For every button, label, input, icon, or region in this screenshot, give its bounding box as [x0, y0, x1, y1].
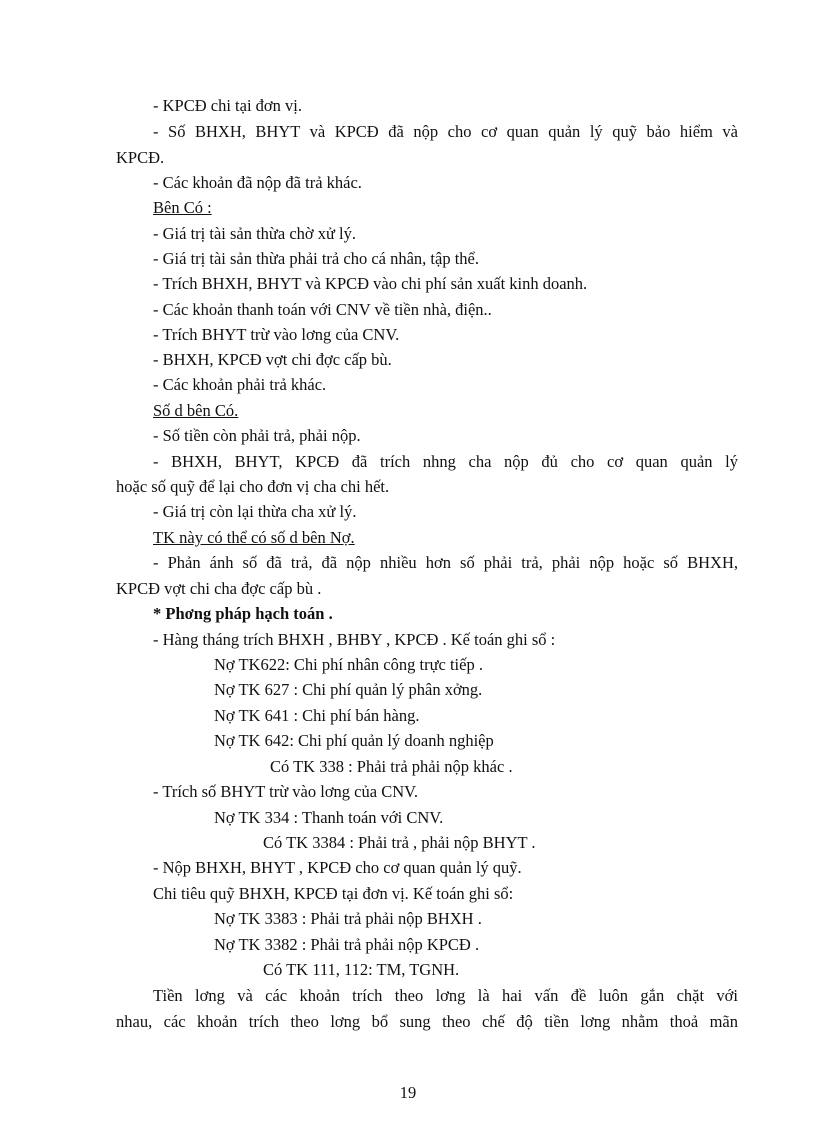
text-line: - Các khoản thanh toán với CNV về tiền nhà, điện..: [153, 300, 492, 319]
page-number: 19: [399, 1083, 417, 1102]
text-line: - Các khoản phải trả khác.: [153, 375, 327, 394]
journal-entry: Nợ TK622: Chi phí nhân công trực tiếp .: [214, 655, 483, 674]
text-line: - Trích BHYT trừ vào lơng của CNV.: [153, 325, 400, 344]
section-heading: * Phơng pháp hạch toán .: [153, 604, 333, 623]
text-line: Chi tiêu quỹ BHXH, KPCĐ tại đơn vị. Kế toán ghi sổ:: [153, 884, 514, 903]
section-heading: TK này có thể có số d bên Nợ.: [153, 528, 355, 547]
text-line: - BHXH, KPCĐ vợt chi đợc cấp bù.: [153, 350, 392, 369]
text-line: - Số tiền còn phải trả, phải nộp.: [153, 426, 361, 445]
text-line: hoặc số quỹ để lại cho đơn vị cha chi hết.: [116, 477, 390, 496]
journal-entry: Có TK 111, 112: TM, TGNH.: [263, 960, 460, 979]
text-line: - Nộp BHXH, BHYT , KPCĐ cho cơ quan quản lý quỹ.: [153, 858, 522, 877]
journal-entry: Nợ TK 3382 : Phải trả phải nộp KPCĐ .: [214, 935, 480, 954]
text-line: nhau, các khoản trích theo lơng bổ sung theo chế độ tiền lơng nhằm thoả mãn: [116, 1012, 738, 1031]
journal-entry: Nợ TK 334 : Thanh toán với CNV.: [214, 808, 444, 827]
section-heading: Số d bên Có.: [153, 401, 239, 420]
journal-entry: Nợ TK 3383 : Phải trả phải nộp BHXH .: [214, 909, 482, 928]
text-line: - Giá trị tài sản thừa phải trả cho cá nhân, tập thể.: [153, 249, 479, 268]
text-line: - BHXH, BHYT, KPCĐ đã trích nhng cha nộp đủ cho cơ quan quản lý: [153, 452, 738, 471]
journal-entry: Có TK 3384 : Phải trả , phải nộp BHYT .: [263, 833, 536, 852]
text-line: Tiền lơng và các khoản trích theo lơng là hai vấn đề luôn gắn chặt với: [153, 986, 738, 1005]
text-line: - Trích BHXH, BHYT và KPCĐ vào chi phí sản xuất kinh doanh.: [153, 274, 588, 293]
text-line: - Hàng tháng trích BHXH , BHBY , KPCĐ . Kế toán ghi sổ :: [153, 630, 556, 649]
text-line: - Số BHXH, BHYT và KPCĐ đã nộp cho cơ quan quản lý quỹ bảo hiểm và: [153, 122, 738, 141]
text-line: - KPCĐ chi tại đơn vị.: [153, 96, 302, 115]
text-line: KPCĐ.: [116, 148, 165, 167]
journal-entry: Nợ TK 627 : Chi phí quản lý phân xởng.: [214, 680, 483, 699]
section-heading: Bên Có :: [153, 198, 212, 217]
journal-entry: Nợ TK 642: Chi phí quản lý doanh nghiệp: [214, 731, 494, 750]
journal-entry: Có TK 338 : Phải trả phải nộp khác .: [270, 757, 513, 776]
text-line: KPCĐ vợt chi cha đợc cấp bù .: [116, 579, 322, 598]
text-line: - Giá trị tài sản thừa chờ xử lý.: [153, 224, 357, 243]
text-line: - Các khoản đã nộp đã trả khác.: [153, 173, 362, 192]
text-line: - Giá trị còn lại thừa cha xử lý.: [153, 502, 357, 521]
text-line: - Trích số BHYT trừ vào lơng của CNV.: [153, 782, 419, 801]
journal-entry: Nợ TK 641 : Chi phí bán hàng.: [214, 706, 420, 725]
text-line: - Phản ánh số đã trả, đã nộp nhiều hơn số phải trả, phải nộp hoặc số BHXH,: [153, 553, 738, 572]
